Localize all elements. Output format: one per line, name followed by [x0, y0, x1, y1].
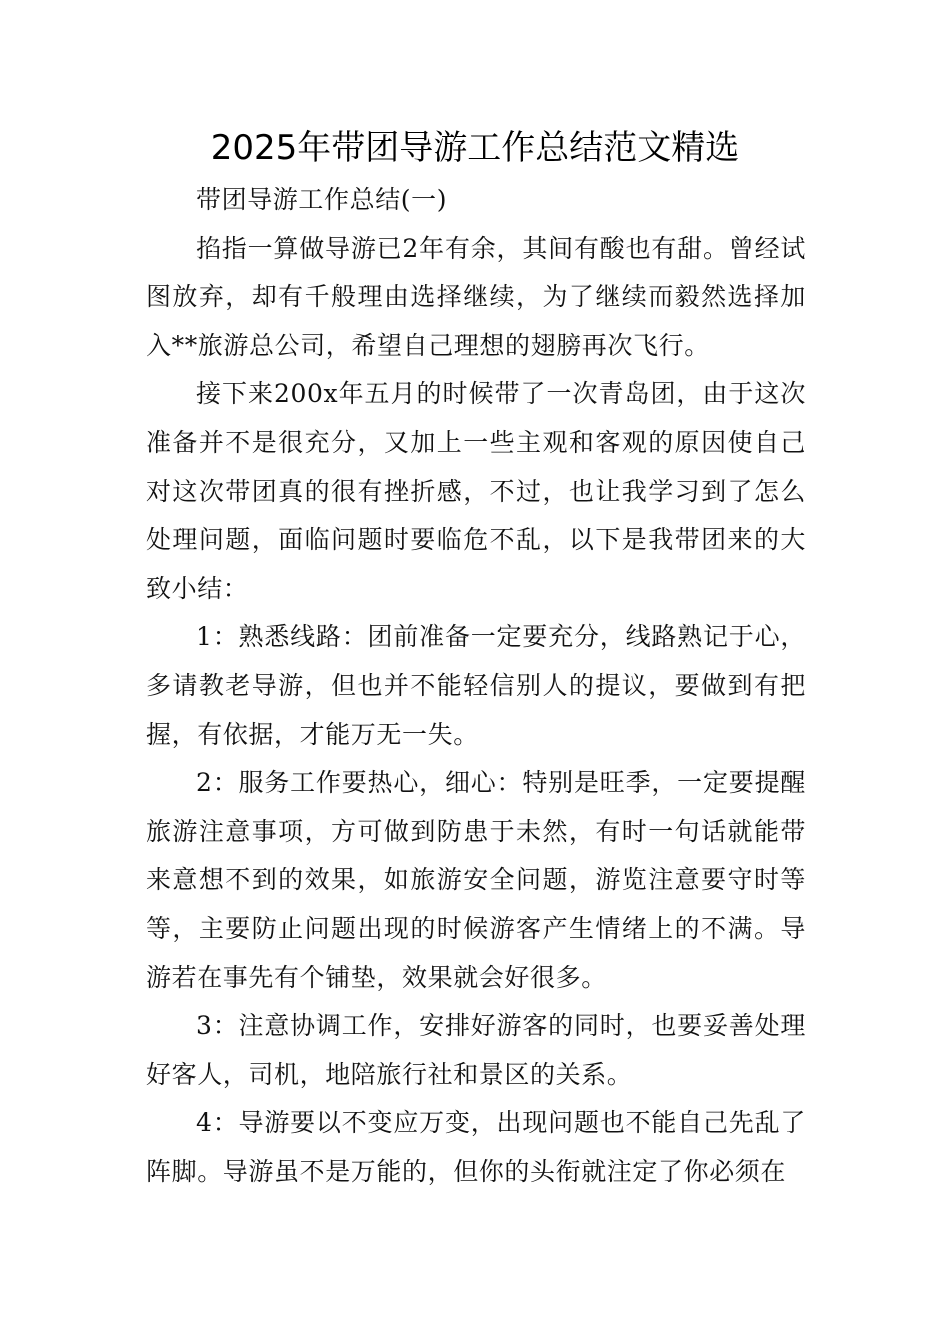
paragraph: 掐指一算做导游已2年有余，其间有酸也有甜。曾经试图放弃，却有千般理由选择继续，为了继续而毅然选择加入**旅游总公司，希望自己理想的翅膀再次飞行。 [146, 233, 806, 360]
document-body [146, 176, 806, 1196]
paragraph: 4：导游要以不变应万变，出现问题也不能自己先乱了阵脚。导游虽不是万能的，但你的头衔就注定了你必须在 [146, 1108, 806, 1186]
paragraph: 2：服务工作要热心，细心：特别是旺季，一定要提醒旅游注意事项，方可做到防患于未然，有时一句话就能带来意想不到的效果，如旅游安全问题，游览注意要守时等等，主要防止问题出现的时候游客产生情绪上的不满。导游若在事先有个铺垫，效果就会好很多。 [146, 768, 806, 992]
document-title: 2025年带团导游工作总结范文精选 [210, 128, 740, 168]
paragraph: 3：注意协调工作，安排好游客的同时，也要妥善处理好客人，司机，地陪旅行社和景区的关系。 [146, 1011, 806, 1089]
paragraph: 接下来200x年五月的时候带了一次青岛团，由于这次准备并不是很充分，又加上一些主观和客观的原因使自己对这次带团真的很有挫折感，不过，也让我学习到了怎么处理问题，面临问题时要临危不乱，以下是我带团来的大致小结： [146, 379, 806, 603]
section-heading: 带团导游工作总结(一) [196, 185, 448, 214]
paragraph: 1：熟悉线路：团前准备一定要充分，线路熟记于心，多请教老导游，但也并不能轻信别人的提议，要做到有把握，有依据，才能万无一失。 [146, 622, 806, 749]
